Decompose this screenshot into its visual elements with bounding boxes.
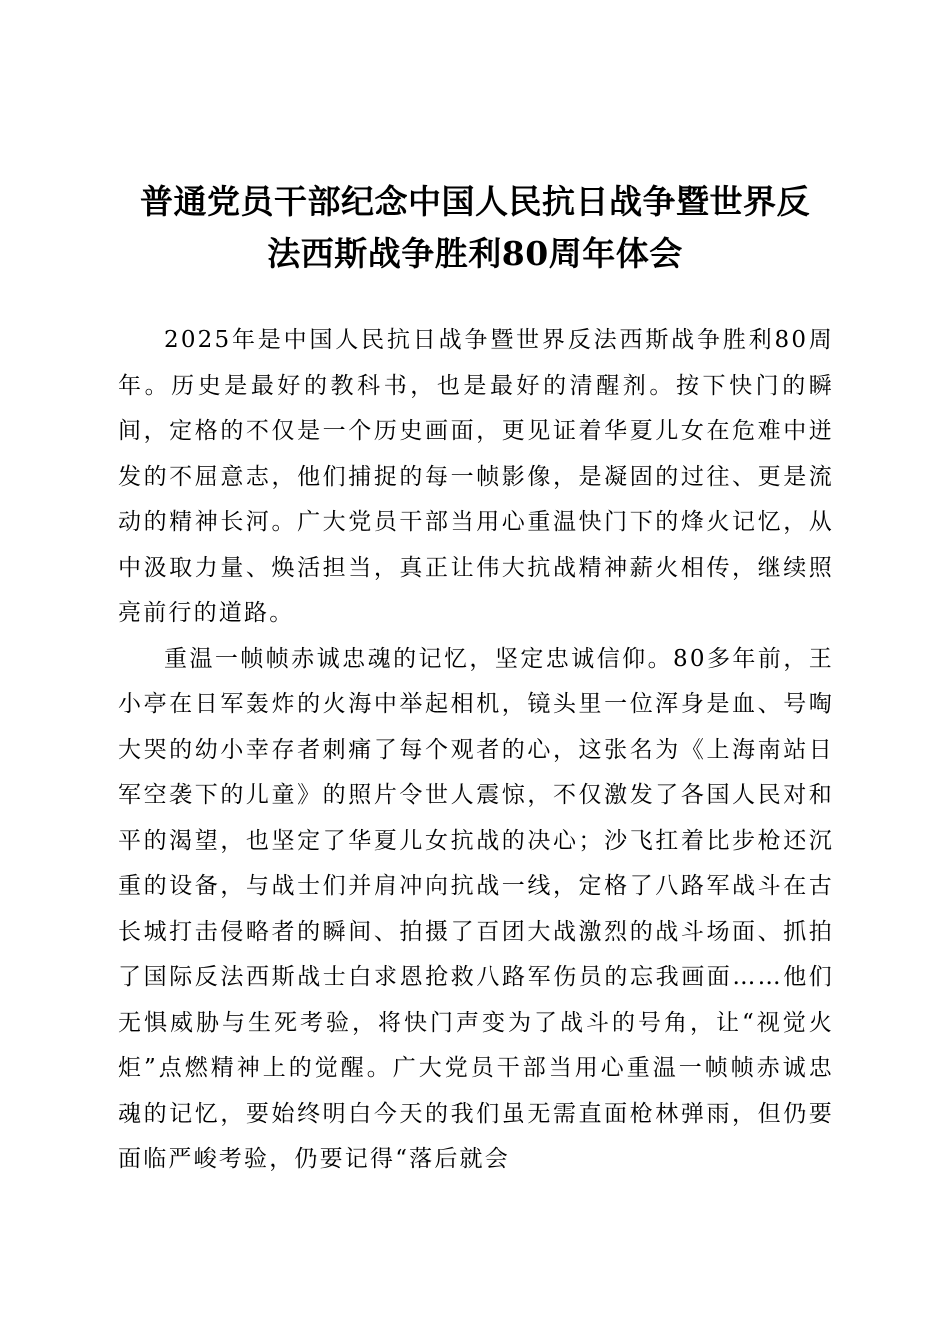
paragraph-1: 2025年是中国人民抗日战争暨世界反法西斯战争胜利80周年。历史是最好的教科书，也是最好的清醒剂。按下快门的瞬间，定格的不仅是一个历史画面，更见证着华夏儿女在危难中迸发的不屈意志，他们捕捉的每一帧影像，是凝固的过往、更是流动的精神长河。广大党员干部当用心重温快门下的烽火记忆，从中汲取力量、焕活担当，真正让伟大抗战精神薪火相传，继续照亮前行的道路。	[118, 327, 834, 626]
document-title	[100, 176, 850, 280]
title-line-2: 法西斯战争胜利80周年体会	[267, 234, 683, 273]
paragraph-2: 重温一帧帧赤诚忠魂的记忆，坚定忠诚信仰。80多年前，王小亭在日军轰炸的火海中举起相机，镜头里一位浑身是血、号啕大哭的幼小幸存者刺痛了每个观者的心，这张名为《上海南站日军空袭下的儿童》的照片令世人震惊，不仅激发了各国人民对和平的渴望，也坚定了华夏儿女抗战的决心；沙飞扛着比步枪还沉重的设备，与战士们并肩冲向抗战一线，定格了八路军战斗在古长城打击侵略者的瞬间、拍摄了百团大战激烈的战斗场面、抓拍了国际反法西斯战士白求恩抢救八路军伤员的忘我画面……他们无惧威胁与生死考验，将快门声变为了战斗的号角，让“视觉火炬”点燃精神上的觉醒。广大党员干部当用心重温一帧帧赤诚忠魂的记忆，要始终明白今天的我们虽无需直面枪林弹雨，但仍要面临严峻考验，仍要记得“落后就会	[118, 645, 834, 1172]
document-body	[118, 318, 834, 1183]
title-line-1: 普通党员干部纪念中国人民抗日战争暨世界反	[140, 182, 810, 221]
